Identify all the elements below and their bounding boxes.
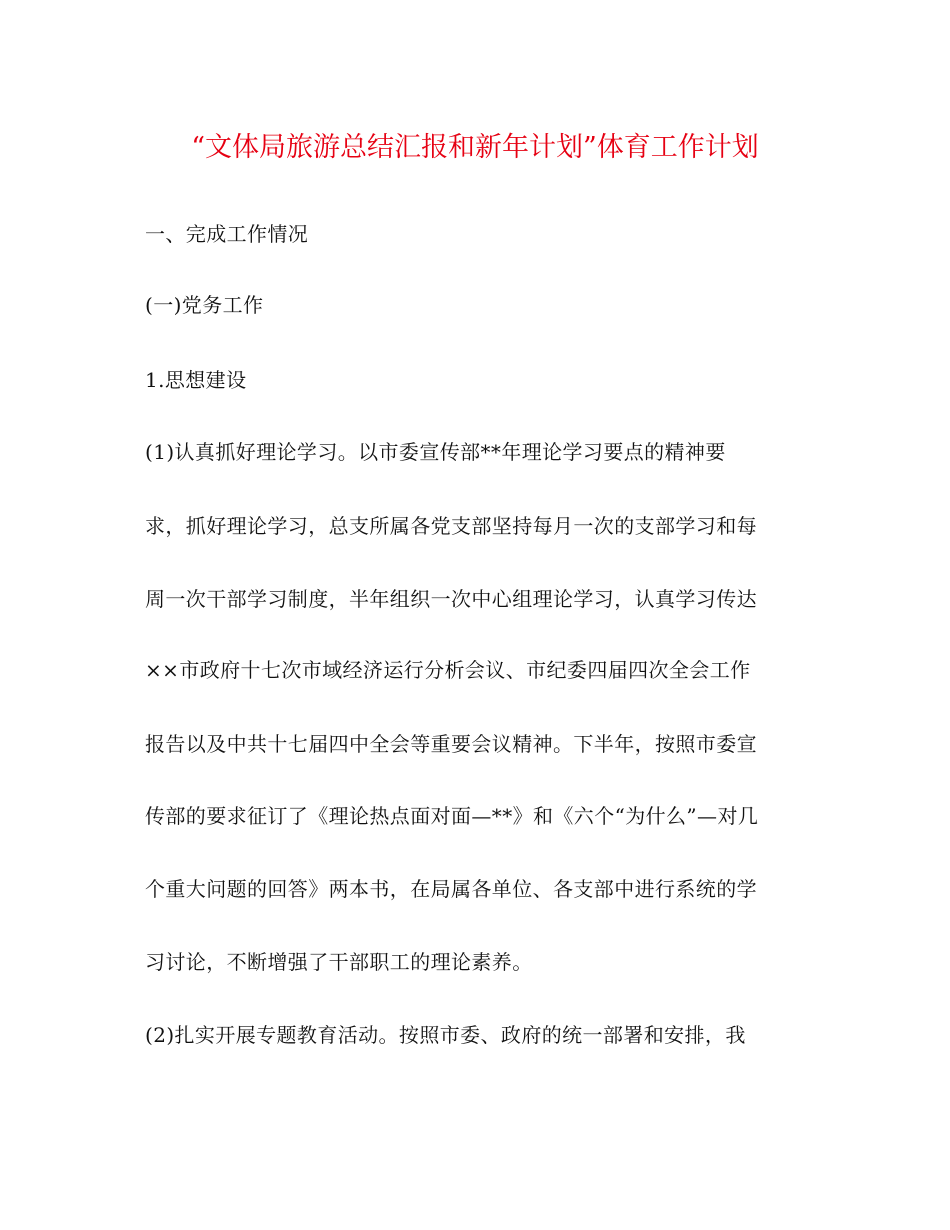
paragraph-line: 传部的要求征订了《理论热点面对面—**》和《六个“为什么”—对几: [145, 804, 759, 828]
paragraph-line: (1)认真抓好理论学习。以市委宣传部**年理论学习要点的精神要: [145, 440, 726, 464]
paragraph-line: 习讨论，不断增强了干部职工的理论素养。: [145, 950, 533, 974]
document-title: “文体局旅游总结汇报和新年计划”体育工作计划: [191, 132, 759, 163]
subsection-heading: (一)党务工作: [145, 293, 264, 317]
paragraph-line: (2)扎实开展专题教育活动。按照市委、政府的统一部署和安排，我: [145, 1023, 746, 1047]
paragraph-line: 求，抓好理论学习，总支所属各党支部坚持每月一次的支部学习和每: [145, 514, 757, 538]
paragraph-line: 个重大问题的回答》两本书，在局属各单位、各支部中进行系统的学: [145, 877, 757, 901]
paragraph-line: 报告以及中共十七届四中全会等重要会议精神。下半年，按照市委宣: [145, 732, 757, 756]
paragraph-line: ××市政府十七次市域经济运行分析会议、市纪委四届四次全会工作: [145, 658, 751, 682]
section-heading: 一、完成工作情况: [145, 222, 309, 246]
item-heading: 1.思想建设: [145, 368, 247, 392]
paragraph-line: 周一次干部学习制度，半年组织一次中心组理论学习，认真学习传达: [145, 587, 757, 611]
